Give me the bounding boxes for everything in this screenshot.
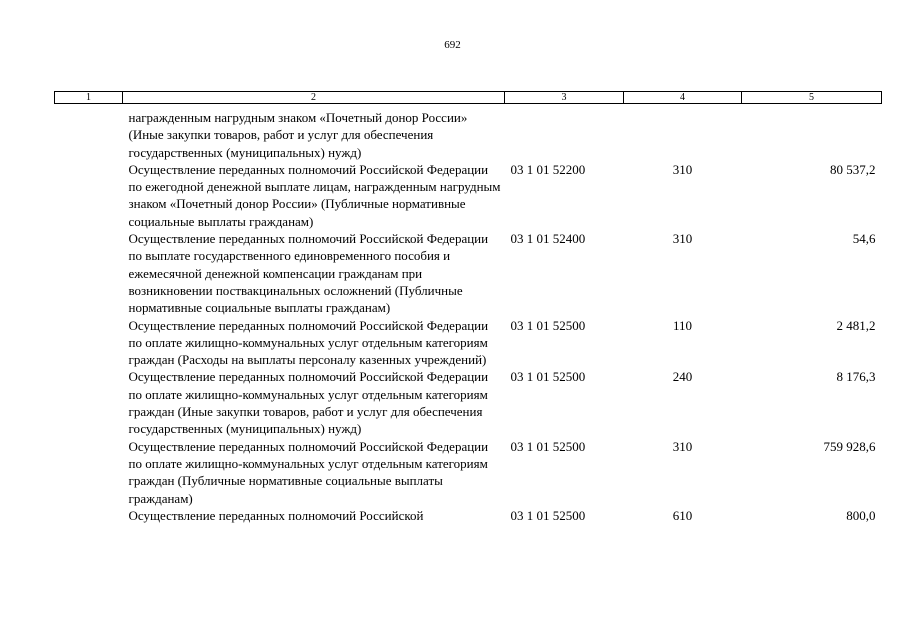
table-row	[55, 507, 882, 524]
table-row	[55, 161, 882, 230]
page-number: 692	[444, 39, 461, 51]
row-amount: 8 176,3	[836, 369, 876, 385]
table-row	[55, 368, 882, 437]
table-header	[55, 92, 882, 104]
row-code: 03 1 01 52500	[510, 507, 586, 523]
header-col-2: 2	[123, 92, 505, 104]
table-row	[55, 104, 882, 161]
row-description: Осуществление переданных полномочий Российской	[128, 507, 424, 523]
row-description: Осуществление переданных полномочий Российской Федерации по оплате жилищно-коммунальных услуг отдельным категориям граждан (Расходы на выплаты персоналу казенных учреждений)	[128, 317, 489, 368]
row-amount	[742, 104, 882, 161]
header-col-4: 4	[624, 92, 742, 104]
row-description: Осуществление переданных полномочий Российской Федерации по оплате жилищно-коммунальных услуг отдельным категориям граждан (Публичные нормативные социальные выплаты гражданам)	[128, 438, 489, 506]
header-row	[55, 92, 882, 104]
row-index-cell	[55, 317, 123, 369]
row-code: 03 1 01 52500	[510, 369, 586, 385]
row-expense-type: 310	[672, 231, 693, 247]
row-amount: 80 537,2	[830, 161, 876, 177]
table-row	[55, 438, 882, 507]
row-description: Осуществление переданных полномочий Российской Федерации по ежегодной денежной выплате лицам, награжденным нагрудным знаком «Почетный донор России» (Публичные нормативные социальные выплаты гражданам)	[128, 161, 501, 229]
row-expense-type	[624, 104, 742, 161]
row-amount: 759 928,6	[823, 438, 876, 454]
row-code: 03 1 01 52500	[510, 317, 586, 333]
table-row	[55, 230, 882, 316]
row-index-cell	[55, 104, 123, 161]
header-col-3: 3	[505, 92, 624, 104]
row-code: 03 1 01 52200	[510, 161, 586, 177]
row-index-cell	[55, 368, 123, 437]
row-index-cell	[55, 507, 123, 524]
table-body	[55, 104, 882, 525]
table-row	[55, 317, 882, 369]
row-index-cell	[55, 438, 123, 507]
budget-table	[54, 91, 882, 524]
row-amount: 2 481,2	[836, 317, 876, 333]
row-amount: 54,6	[852, 231, 876, 247]
row-description: Осуществление переданных полномочий Российской Федерации по оплате жилищно-коммунальных услуг отдельным категориям граждан (Иные закупки товаров, работ и услуг для обеспечения государственных (муниципальных) нужд)	[128, 369, 489, 437]
row-code	[505, 104, 624, 161]
row-expense-type: 310	[672, 438, 693, 454]
row-expense-type: 110	[672, 317, 693, 333]
row-description: награжденным нагрудным знаком «Почетный донор России» (Иные закупки товаров, работ и услуг для обеспечения государственных (муниципальных) нужд)	[128, 110, 468, 160]
row-code: 03 1 01 52500	[510, 438, 586, 454]
row-amount: 800,0	[846, 507, 876, 523]
row-expense-type: 310	[672, 161, 693, 177]
row-code: 03 1 01 52400	[510, 231, 586, 247]
header-col-1: 1	[55, 92, 123, 104]
row-expense-type: 610	[672, 507, 693, 523]
row-expense-type: 240	[672, 369, 693, 385]
row-description: Осуществление переданных полномочий Российской Федерации по выплате государственного единовременного пособия и ежемесячной денежной компенсации гражданам при возникновении поствакцинальных осложнений (Публичные нормативные социальные выплаты гражданам)	[128, 231, 489, 316]
header-col-5: 5	[742, 92, 882, 104]
row-index-cell	[55, 230, 123, 316]
row-index-cell	[55, 161, 123, 230]
